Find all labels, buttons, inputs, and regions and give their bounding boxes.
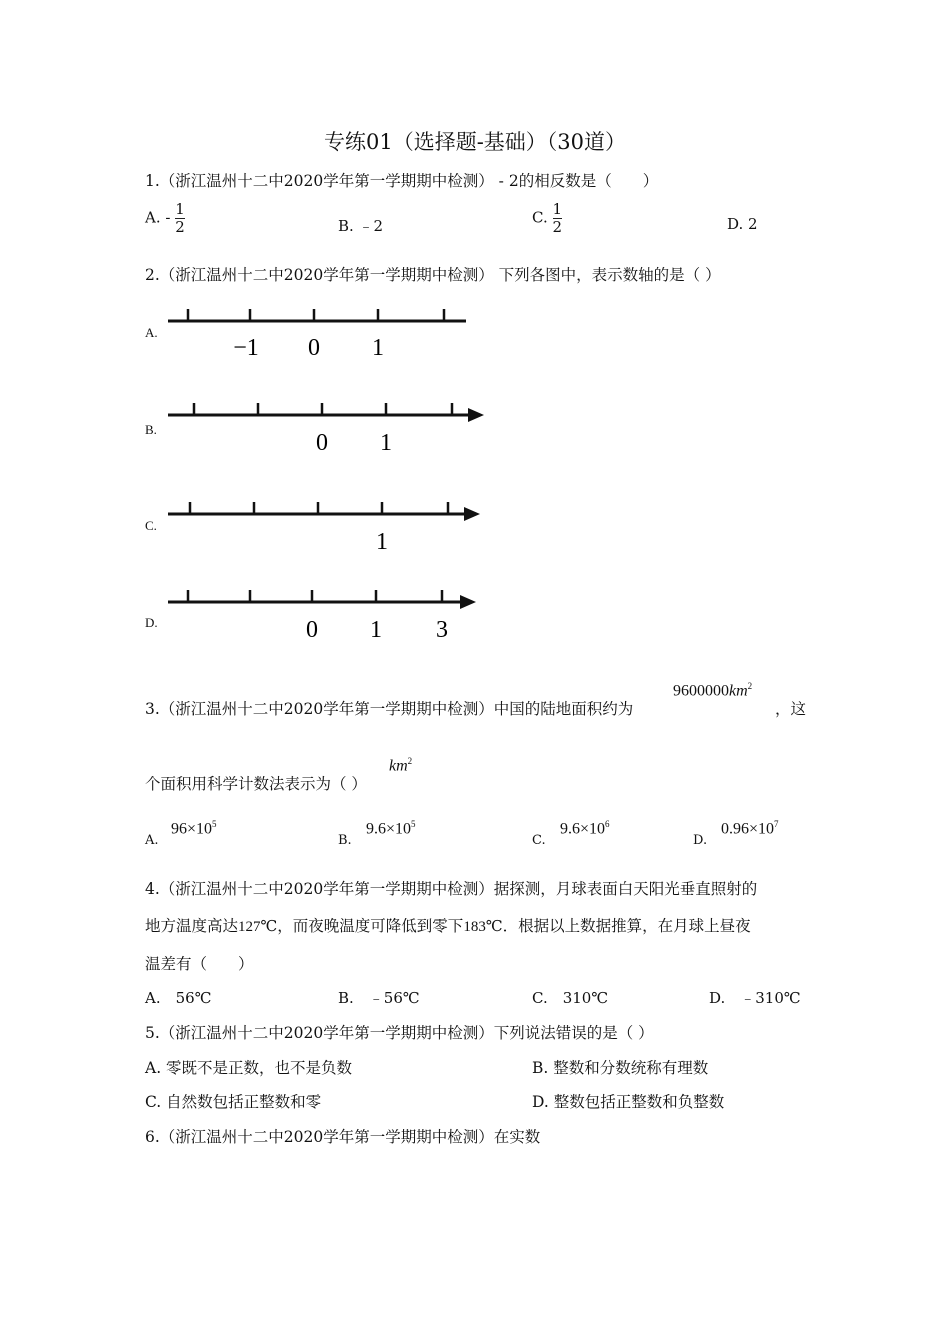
question-5-stem: 5.（浙江温州十二中2020学年第一学期期中检测）下列说法错误的是（ ）: [145, 1024, 654, 1042]
question-2-stem: 2.（浙江温州十二中2020学年第一学期期中检测） 下列各图中，表示数轴的是（ ）: [145, 266, 721, 284]
coefficient: 96×10: [171, 820, 213, 838]
question-3-option-d-label: D.: [693, 833, 708, 848]
question-5-option-d: D. 整数包括正整数和负整数: [532, 1093, 725, 1111]
tick-label: 1: [372, 335, 384, 361]
question-1-option-c: [532, 202, 562, 235]
question-1-option-a: [145, 202, 185, 235]
coefficient: 9.6×10: [560, 820, 606, 838]
tick-label: −1: [233, 335, 259, 361]
question-2-option-c-label: C.: [145, 518, 157, 533]
question-4-option-d: D. ﹣310℃: [709, 989, 801, 1007]
text-segment: 地方温度高达: [145, 917, 239, 935]
option-label: C.: [532, 208, 548, 227]
question-4-option-b: B. ﹣56℃: [338, 989, 420, 1007]
numerator: 1: [175, 200, 185, 218]
question-4-option-a: A. 56℃: [145, 989, 212, 1007]
area-number: 9600000: [673, 682, 729, 700]
coefficient: 9.6×10: [366, 820, 412, 838]
coefficient: 0.96×10: [721, 820, 775, 838]
arrow-head: [464, 507, 480, 521]
question-3-option-c-label: C.: [532, 833, 546, 848]
area-value: [673, 681, 752, 700]
fraction: [175, 202, 185, 235]
question-4-line2: [145, 914, 751, 936]
tick-label: 0: [308, 335, 320, 361]
question-3-stem-start: 3.（浙江温州十二中2020学年第一学期期中检测）中国的陆地面积约为: [145, 700, 634, 718]
numerator: 1: [552, 200, 563, 218]
arrow-head: [468, 408, 484, 422]
question-5-option-a: A. 零既不是正数，也不是负数: [145, 1059, 353, 1077]
tick-label: 0: [306, 617, 318, 643]
area-unit-exponent: 2: [747, 681, 753, 691]
unit-exponent: 2: [407, 756, 413, 766]
text-segment: ，而夜晚温度可降低到零下: [277, 917, 464, 935]
text-segment: ．根据以上数据推算，在月球上昼夜: [502, 917, 751, 935]
question-4-option-c: C. 310℃: [532, 989, 609, 1007]
exponent: 5: [212, 819, 217, 829]
question-3-option-d: [721, 819, 779, 838]
option-label: A. -: [145, 208, 171, 227]
number-line-c: [160, 497, 490, 557]
question-5-option-c: C. 自然数包括正整数和零: [145, 1093, 322, 1111]
high-temperature: 127℃: [238, 919, 278, 935]
denominator: 2: [552, 218, 563, 236]
unit-label: [389, 756, 412, 775]
question-2-option-b-label: B.: [145, 422, 157, 437]
number-line-a: [160, 300, 490, 370]
question-6-stem: 6.（浙江温州十二中2020学年第一学期期中检测）在实数: [145, 1128, 541, 1146]
question-4-line1: 4.（浙江温州十二中2020学年第一学期期中检测）据探测，月球表面白天阳光垂直照射的: [145, 880, 758, 898]
exponent: 7: [774, 819, 779, 829]
unit: km: [389, 757, 408, 775]
tick-label: 0: [316, 430, 328, 456]
arrow-head: [460, 595, 476, 609]
question-3-stem-line2: 个面积用科学计数法表示为（ ）: [145, 775, 367, 793]
exponent: 6: [605, 819, 610, 829]
question-1-stem: 1.（浙江温州十二中2020学年第一学期期中检测） - 2的相反数是（ ）: [145, 172, 659, 190]
exponent: 5: [411, 819, 416, 829]
denominator: 2: [175, 218, 185, 236]
question-3-option-b: [366, 819, 416, 838]
page-title: 专练01（选择题-基础）（30道）: [323, 130, 627, 154]
tick-label: 3: [436, 617, 448, 643]
question-3-option-c: [560, 819, 610, 838]
area-unit: km: [729, 682, 748, 700]
tick-label: 1: [376, 529, 388, 555]
question-3-option-a: [171, 819, 217, 838]
question-4-line3: 温差有（ ）: [145, 955, 254, 973]
low-temperature: 183℃: [463, 919, 503, 935]
question-3-option-b-label: B.: [338, 833, 352, 848]
question-1-option-d: D. 2: [727, 215, 758, 233]
question-3-stem-end: ，这: [775, 700, 807, 718]
number-line-d: [160, 584, 490, 648]
tick-label: 1: [380, 430, 392, 456]
question-2-option-a-label: A.: [145, 325, 158, 340]
question-3-option-a-label: A.: [145, 833, 159, 848]
number-line-b: [160, 398, 490, 458]
tick-label: 1: [370, 617, 382, 643]
question-5-option-b: B. 整数和分数统称有理数: [532, 1059, 709, 1077]
question-1-option-b: B. ﹣2: [338, 217, 384, 235]
question-2-option-d-label: D.: [145, 615, 158, 630]
fraction: [553, 202, 563, 235]
